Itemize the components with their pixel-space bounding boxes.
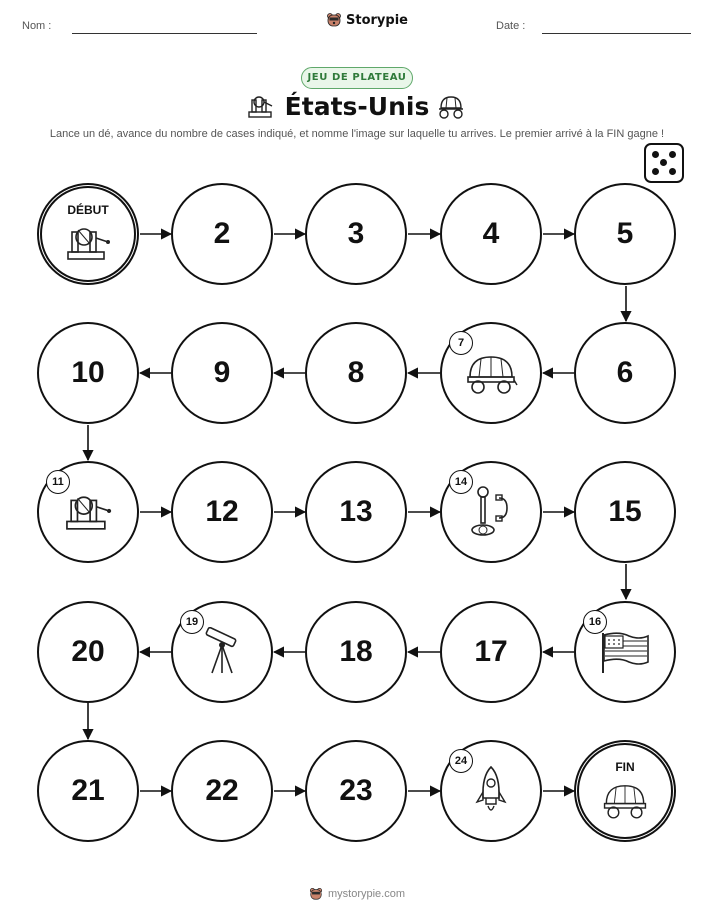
covered-wagon-icon: [601, 780, 649, 820]
board-cell-8[interactable]: [305, 322, 407, 424]
rocket-icon: [474, 764, 508, 818]
hand-crank-machine-icon: [64, 224, 112, 262]
telescope-icon: [200, 627, 244, 677]
board-cell-13[interactable]: [305, 461, 407, 563]
board-cell-20[interactable]: [37, 601, 139, 703]
board-cell-17[interactable]: [440, 601, 542, 703]
cell-number: 8: [347, 356, 365, 389]
name-label: Nom :: [22, 20, 52, 32]
board-cell-start[interactable]: [37, 183, 139, 285]
board-cell-18[interactable]: [305, 601, 407, 703]
date-label: Date :: [496, 20, 526, 32]
board-cell-19[interactable]: [171, 601, 273, 703]
board-cell-4[interactable]: [440, 183, 542, 285]
board-cell-10[interactable]: [37, 322, 139, 424]
end-label: FIN: [615, 760, 635, 774]
board-cell-12[interactable]: [171, 461, 273, 563]
board-cell-3[interactable]: [305, 183, 407, 285]
board-cell-15[interactable]: [574, 461, 676, 563]
instructions: Lance un dé, avance du nombre de cases indiqué, et nomme l'image sur laquelle tu arrives. Le premier arrivé à la FIN gagne !: [49, 128, 665, 140]
cell-number-badge: 24: [449, 749, 473, 773]
cell-number: 4: [482, 217, 500, 250]
board-cell-2[interactable]: [171, 183, 273, 285]
american-flag-icon: [599, 629, 651, 675]
board-cell-23[interactable]: [305, 740, 407, 842]
page-title: États-Unis: [284, 92, 430, 121]
cell-number: 23: [339, 774, 373, 807]
cell-number: 13: [339, 495, 373, 528]
board-cell-6[interactable]: [574, 322, 676, 424]
cell-number: 17: [474, 635, 508, 668]
cell-number: 15: [608, 495, 642, 528]
candlestick-telephone-icon: [469, 484, 513, 540]
footer-url[interactable]: mystorypie.com: [327, 888, 406, 900]
cell-number: 5: [616, 217, 634, 250]
cell-number: 10: [71, 356, 105, 389]
board-cell-9[interactable]: [171, 322, 273, 424]
cell-number: 6: [616, 356, 634, 389]
board-cell-22[interactable]: [171, 740, 273, 842]
bear-mascot-icon: [309, 887, 323, 901]
board-cell-end[interactable]: [574, 740, 676, 842]
cell-number: 18: [339, 635, 373, 668]
cell-number-badge: 16: [583, 610, 607, 634]
cell-number: 20: [71, 635, 105, 668]
cell-number: 3: [347, 217, 365, 250]
cell-number: 22: [205, 774, 239, 807]
cell-number-badge: 19: [180, 610, 204, 634]
cell-number: 12: [205, 495, 239, 528]
start-label: DÉBUT: [67, 203, 109, 217]
brand-name: Storypie: [346, 12, 408, 28]
board-cell-21[interactable]: [37, 740, 139, 842]
board-cell-24[interactable]: [440, 740, 542, 842]
cell-number-badge: 7: [449, 331, 473, 355]
cell-number-badge: 11: [46, 470, 70, 494]
hand-crank-machine-icon: [62, 492, 114, 532]
board-game-badge: JEU DE PLATEAU: [301, 67, 413, 89]
covered-wagon-icon: [464, 351, 518, 395]
cell-number: 2: [213, 217, 231, 250]
cell-number-badge: 14: [449, 470, 473, 494]
board-cell-5[interactable]: [574, 183, 676, 285]
footer: [0, 887, 714, 901]
board-cell-7[interactable]: [440, 322, 542, 424]
board-cell-16[interactable]: [574, 601, 676, 703]
board-cell-14[interactable]: [440, 461, 542, 563]
cell-number: 9: [213, 356, 231, 389]
board-cell-11[interactable]: [37, 461, 139, 563]
cell-number: 21: [71, 774, 105, 807]
